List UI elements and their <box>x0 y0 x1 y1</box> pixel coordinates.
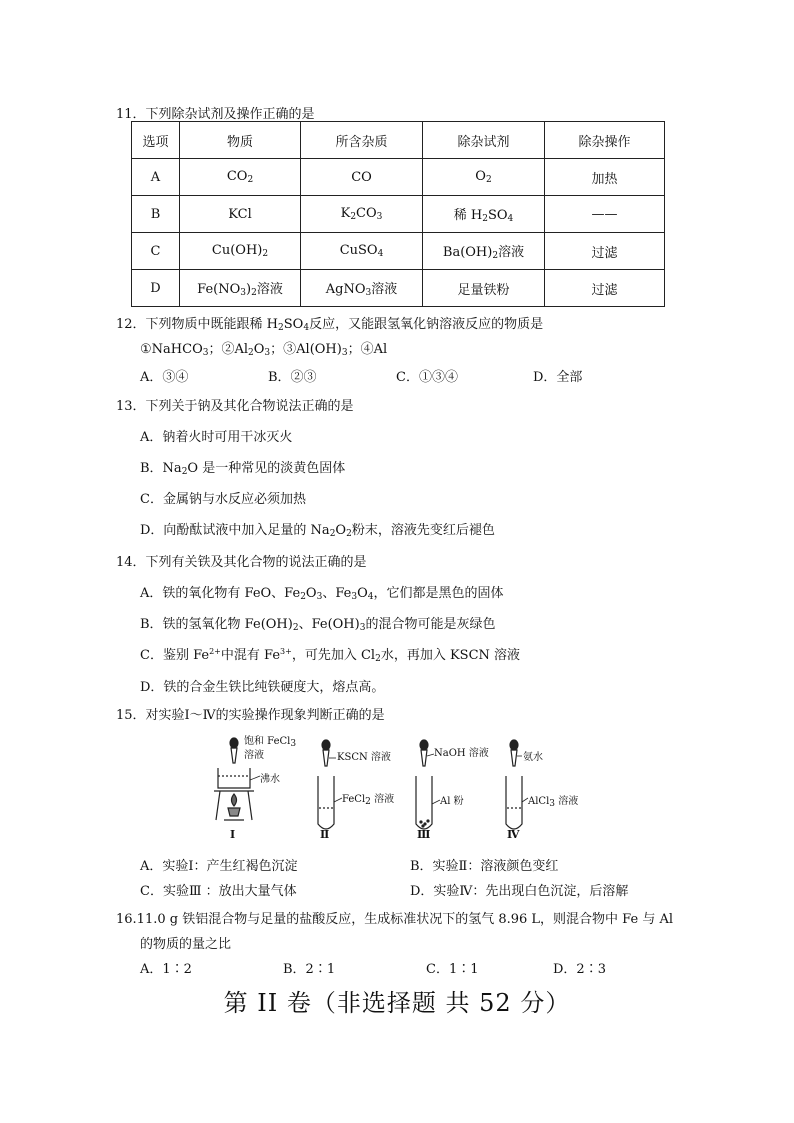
e4-container-label: AlCl$_3$ 溶液 <box>528 796 579 809</box>
table-cell: CuSO$_4$ <box>301 233 423 270</box>
beaker-icon <box>218 768 250 788</box>
table-header: 所含杂质 <box>301 122 423 159</box>
option-b: B．$Na_2O$ 是一种常见的淡黄色固体 <box>140 461 346 477</box>
e4-reagent-label: 氨水 <box>523 752 543 763</box>
table-row <box>132 159 665 196</box>
numeral-iii: Ⅲ <box>417 828 431 841</box>
option-d: D．全部 <box>533 370 583 385</box>
table-cell: 稀 $H_2SO_4$ <box>423 196 545 233</box>
e1-reagent-label <box>244 736 296 761</box>
q15-stem: 15．对实验Ⅰ～Ⅳ的实验操作现象判断正确的是 <box>116 708 385 723</box>
option-c: C．①③④ <box>396 370 458 385</box>
table-cell: $Cu(OH)_2$ <box>180 233 301 270</box>
table-cell: 加热 <box>545 159 665 196</box>
table-header: 选项 <box>132 122 180 159</box>
q16-stem-line2: 的物质的量之比 <box>140 937 232 952</box>
q12-options <box>140 366 582 385</box>
option-a: A．③④ <box>140 370 189 385</box>
dropper-icon <box>510 740 518 766</box>
e3-reagent-label: NaOH 溶液 <box>434 748 489 759</box>
table-cell: 足量铁粉 <box>423 270 545 307</box>
burner-icon <box>224 794 244 820</box>
option-c: C．实验Ⅲ ：放出大量气体 <box>140 884 297 899</box>
table-header: 物质 <box>180 122 301 159</box>
dropper-icon <box>230 738 238 763</box>
table-cell: CO <box>301 159 423 196</box>
table-cell: KCl <box>180 196 301 233</box>
option-d: D．实验Ⅳ：先出现白色沉淀，后溶解 <box>410 884 629 899</box>
table-cell: $O_2$ <box>423 159 545 196</box>
option-b: B．②③ <box>268 370 317 385</box>
dropper-icon <box>322 740 330 766</box>
numeral-ii: Ⅱ <box>320 828 330 841</box>
numeral-i: Ⅰ <box>230 828 236 841</box>
option-a: A．钠着火时可用干冰灭火 <box>140 430 293 445</box>
table-header: 除杂操作 <box>545 122 665 159</box>
option-a: A．1∶2 <box>140 962 192 977</box>
option-c: C．金属钠与水反应必须加热 <box>140 492 306 507</box>
table-cell: $K_2CO_3$ <box>301 196 423 233</box>
q12-items: ①NaHCO$_3$；$②Al_2O_3$；$③Al(OH)_3$；④Al <box>140 342 388 358</box>
e1-reagent-line1: 饱和 FeCl$_3$ <box>244 736 297 749</box>
experiment-figure <box>210 736 590 846</box>
option-d: D．铁的合金生铁比纯铁硬度大，熔点高。 <box>140 680 385 695</box>
table-row <box>132 270 665 307</box>
numeral-iv: Ⅳ <box>507 828 520 841</box>
test-tube-icon <box>318 776 334 829</box>
table-cell: C <box>132 233 180 270</box>
table-cell: $Fe(NO_3)_2$溶液 <box>180 270 301 307</box>
e2-container-label: FeCl$_2$ 溶液 <box>342 794 395 807</box>
option-c: C．1∶1 <box>426 962 479 977</box>
table-cell: —— <box>545 196 665 233</box>
dropper-icon <box>420 740 428 766</box>
q11-stem: 11．下列除杂试剂及操作正确的是 <box>116 107 315 122</box>
table-cell: $CO_2$ <box>180 159 301 196</box>
e2-reagent-label: KSCN 溶液 <box>337 752 391 763</box>
option-a: A．铁的氧化物有 FeO、$Fe_2O_3$、$Fe_3O_4$，它们都是黑色的固体 <box>140 586 504 602</box>
table-cell: $Ba(OH)_2$溶液 <box>423 233 545 270</box>
e1-container-label: 沸水 <box>260 774 280 785</box>
table-cell: AgNO$_3$溶液 <box>301 270 423 307</box>
q11-table <box>131 121 665 307</box>
table-cell: B <box>132 196 180 233</box>
table-header: 除杂试剂 <box>423 122 545 159</box>
section-title: 第 II 卷（非选择题 共 52 分） <box>223 989 571 1017</box>
table-cell: 过滤 <box>545 270 665 307</box>
q13-stem: 13．下列关于钠及其化合物说法正确的是 <box>116 399 354 414</box>
q14-stem: 14．下列有关铁及其化合物的说法正确的是 <box>116 555 367 570</box>
table-cell: A <box>132 159 180 196</box>
e3-container-label: Al 粉 <box>440 796 464 807</box>
option-d: D．向酚酞试液中加入足量的 $Na_2O_2$粉末，溶液先变红后褪色 <box>140 523 495 539</box>
table-row <box>132 233 665 270</box>
test-tube-icon <box>416 776 432 829</box>
option-b: B．实验Ⅱ：溶液颜色变红 <box>410 859 559 874</box>
q16-options <box>140 958 606 977</box>
option-d: D．2∶3 <box>553 962 606 977</box>
option-a: A．实验Ⅰ：产生红褐色沉淀 <box>140 859 298 874</box>
option-b: B．2∶1 <box>283 962 336 977</box>
q12-stem: 12．下列物质中既能跟稀 $H_2SO_4$反应，又能跟氢氧化钠溶液反应的物质是 <box>116 317 544 333</box>
option-c: C．鉴别 $Fe^{2+}$中混有 $Fe^{3+}$，可先加入 $Cl_2$水，再加入 KSCN 溶液 <box>140 647 521 664</box>
table-row <box>132 196 665 233</box>
table-cell: D <box>132 270 180 307</box>
table-cell: 过滤 <box>545 233 665 270</box>
test-tube-icon <box>506 776 522 829</box>
e1-reagent-line2: 溶液 <box>244 750 264 761</box>
table-header-row <box>132 122 665 159</box>
option-b: B．铁的氢氧化物 $Fe(OH)_2$、$Fe(OH)_3$的混合物可能是灰绿色 <box>140 617 496 633</box>
q16-stem-line1: 16.11.0 g 铁铝混合物与足量的盐酸反应，生成标准状况下的氢气 8.96 L，则混合物中 Fe 与 Al <box>116 912 673 927</box>
